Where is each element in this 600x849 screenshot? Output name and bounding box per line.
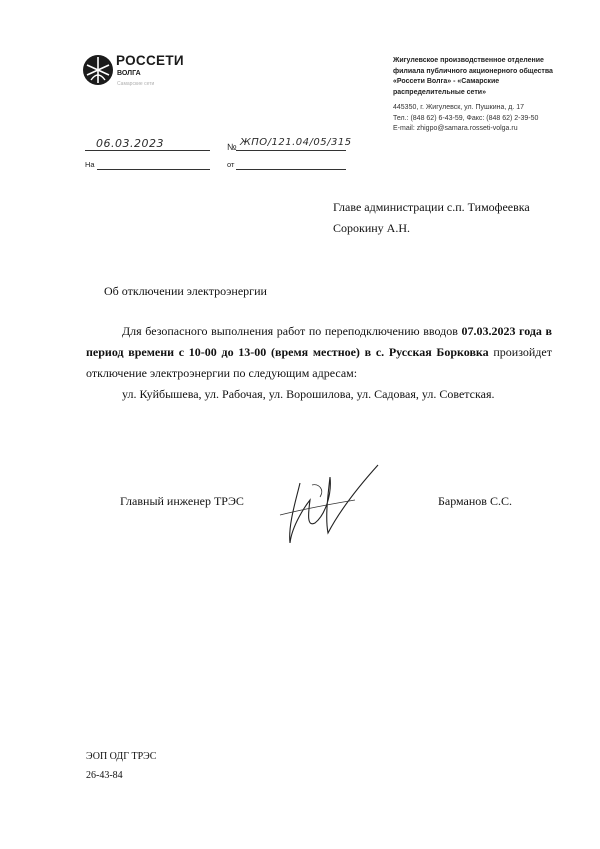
address-list: ул. Куйбышева, ул. Рабочая, ул. Ворошилова, ул. Садовая, ул. Советская.: [122, 387, 495, 401]
company-logo: [82, 50, 192, 95]
org-line: Жигулевское производственное отделение: [393, 57, 544, 64]
handwritten-signature: [270, 455, 385, 555]
na-label: На: [85, 160, 95, 169]
org-address: 445350, г. Жигулевск, ул. Пушкина, д. 17: [393, 104, 525, 111]
organization-contacts: [393, 103, 573, 135]
letter-subject: Об отключении электроэнергии: [104, 284, 267, 298]
body-text-a: Для безопасного выполнения работ по переподключению вводов: [122, 324, 462, 338]
letter-body: [86, 321, 552, 384]
addressee-line2: Сорокину А.Н.: [333, 221, 411, 235]
addressee: [333, 197, 530, 239]
date-line: [85, 150, 210, 151]
org-phone: Тел.: (848 62) 6-43-59, Факс: (848 62) 2-39-50: [393, 114, 539, 122]
org-line: «Россети Волга» - «Самарские: [393, 78, 500, 85]
date-handwritten: 06.03.2023: [96, 137, 164, 150]
rosseti-logo-icon: [82, 54, 114, 86]
organization-name: [393, 56, 571, 98]
logo-tagline: Самарские сети: [117, 81, 155, 87]
body-bold-date: 07.03.2023 года в период времени с 10-00 до 13-00 (время местное) в с. Русская Борковка: [86, 324, 552, 359]
footer: [86, 747, 156, 785]
org-line: филиала публичного акционерного общества: [393, 67, 553, 75]
org-line: распределительные сети»: [393, 88, 486, 96]
logo-name: РОССЕТИ: [116, 53, 184, 68]
addressee-line1: Главе администрации с.п. Тимофеевка: [333, 200, 530, 214]
number-handwritten: ЖПО/121.04/05/315: [240, 137, 352, 148]
signer-name: Барманов С.С.: [438, 494, 512, 508]
number-label: №: [227, 142, 237, 152]
footer-dept: ЭОП ОДГ ТРЭС: [86, 751, 157, 762]
logo-sub: ВОЛГА: [117, 70, 141, 77]
footer-phone: 26-43-84: [86, 770, 123, 781]
body-text-b: произойдет отключение электроэнергии по следующим адресам:: [86, 345, 552, 380]
na-line: [97, 169, 210, 170]
ot-line: [236, 169, 346, 170]
ot-label: от: [227, 160, 235, 169]
signer-position: Главный инженер ТРЭС: [120, 494, 244, 508]
org-email: E-mail: zhigpo@samara.rosseti-volga.ru: [393, 125, 518, 132]
number-line: [236, 150, 346, 151]
